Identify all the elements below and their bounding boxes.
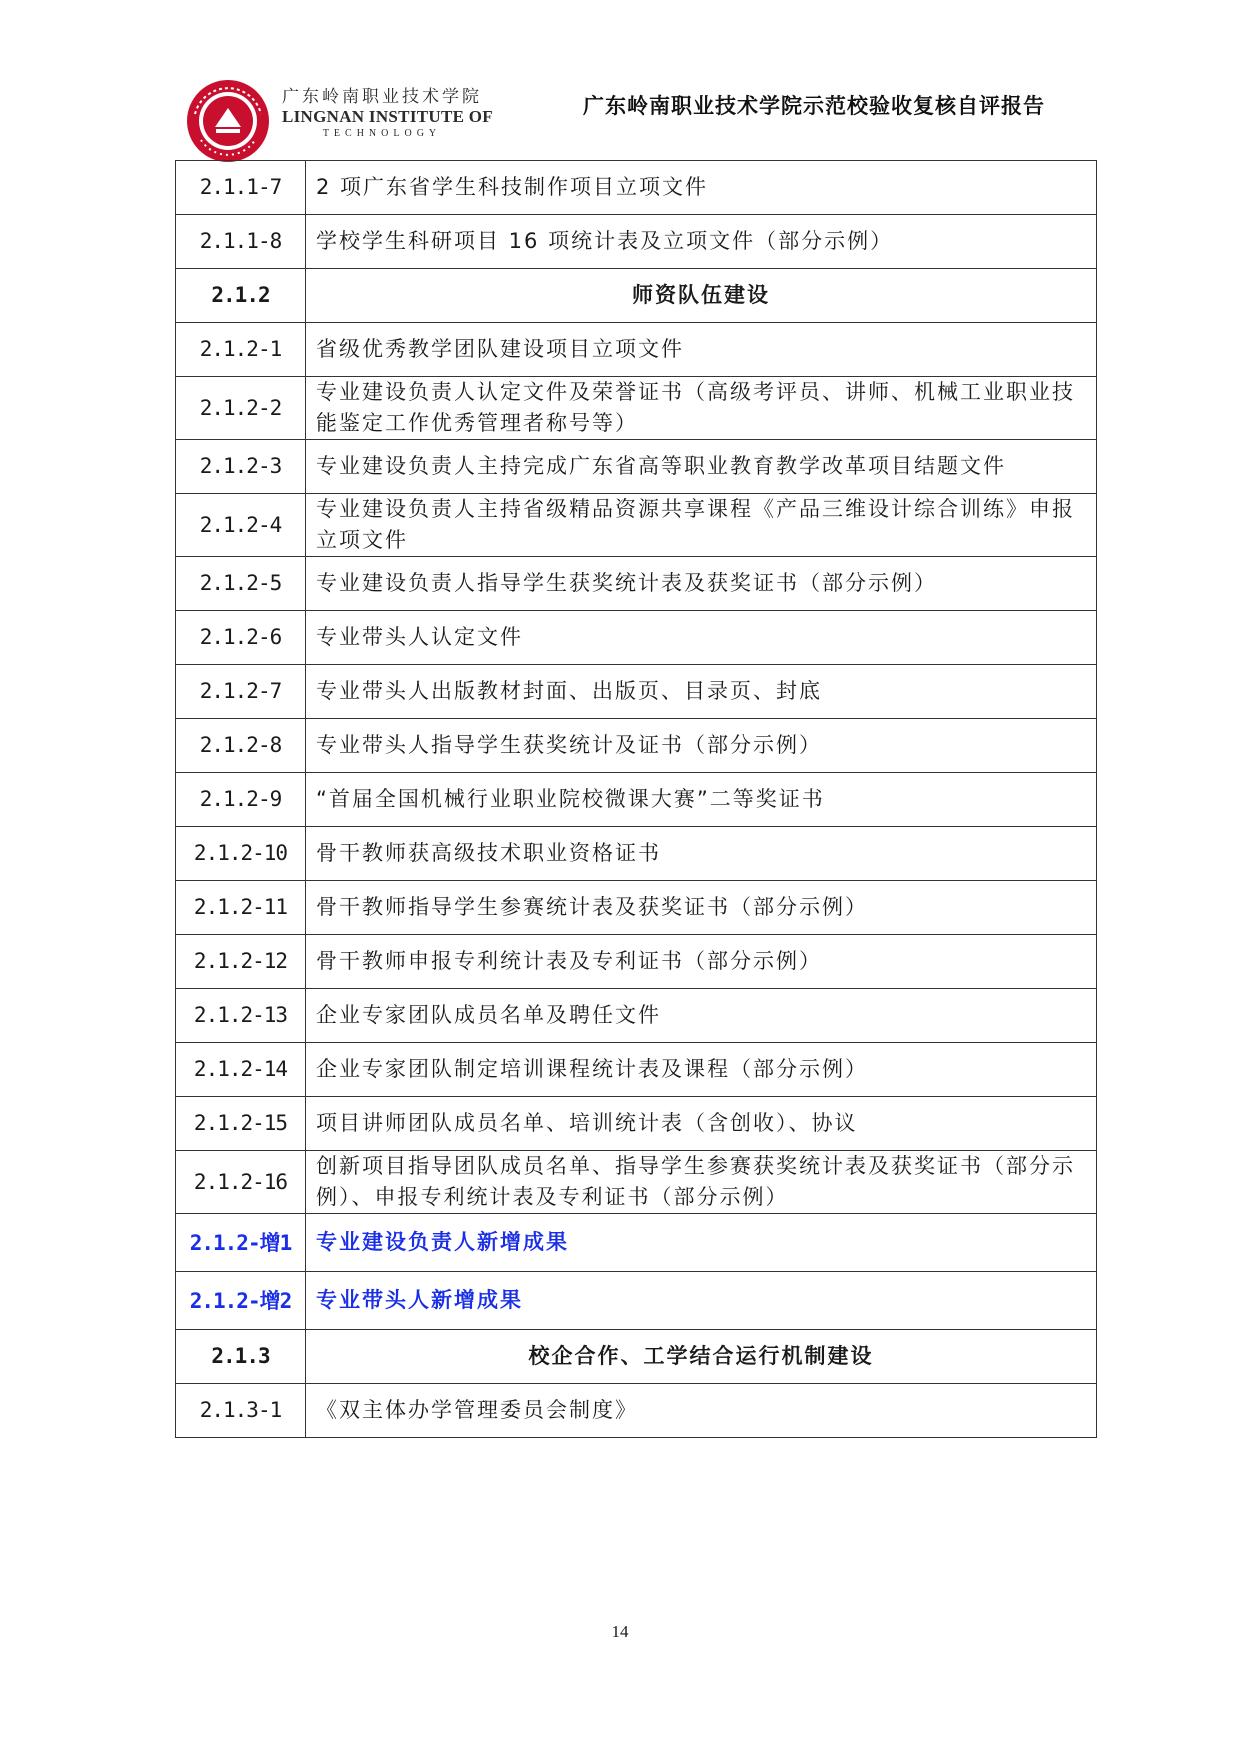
row-description: 专业建设负责人新增成果 bbox=[306, 1214, 1097, 1272]
row-description: 骨干教师获高级技术职业资格证书 bbox=[306, 827, 1097, 881]
row-code: 2.1.2-增1 bbox=[176, 1214, 306, 1272]
row-description: 项目讲师团队成员名单、培训统计表（含创收）、协议 bbox=[306, 1097, 1097, 1151]
row-description: 企业专家团队成员名单及聘任文件 bbox=[306, 989, 1097, 1043]
evidence-table-body bbox=[176, 161, 1097, 1438]
row-code: 2.1.2-4 bbox=[176, 494, 306, 557]
row-description: 专业带头人新增成果 bbox=[306, 1272, 1097, 1330]
table-row bbox=[176, 1151, 1097, 1214]
evidence-table bbox=[175, 160, 1097, 1438]
table-row bbox=[176, 881, 1097, 935]
row-code: 2.1.3-1 bbox=[176, 1384, 306, 1438]
table-row bbox=[176, 989, 1097, 1043]
row-code: 2.1.2-11 bbox=[176, 881, 306, 935]
row-description: 专业建设负责人指导学生获奖统计表及获奖证书（部分示例） bbox=[306, 557, 1097, 611]
row-description: 专业建设负责人主持省级精品资源共享课程《产品三维设计综合训练》申报立项文件 bbox=[306, 494, 1097, 557]
row-code: 2.1.2-2 bbox=[176, 377, 306, 440]
row-description: 企业专家团队制定培训课程统计表及课程（部分示例） bbox=[306, 1043, 1097, 1097]
table-row bbox=[176, 719, 1097, 773]
table-row bbox=[176, 611, 1097, 665]
table-row bbox=[176, 161, 1097, 215]
table-row bbox=[176, 215, 1097, 269]
row-code: 2.1.2-15 bbox=[176, 1097, 306, 1151]
row-description: 专业带头人出版教材封面、出版页、目录页、封底 bbox=[306, 665, 1097, 719]
table-row bbox=[176, 935, 1097, 989]
row-code: 2.1.2-7 bbox=[176, 665, 306, 719]
row-code: 2.1.2-6 bbox=[176, 611, 306, 665]
row-code: 2.1.2-13 bbox=[176, 989, 306, 1043]
added-item-row bbox=[176, 1272, 1097, 1330]
table-row bbox=[176, 323, 1097, 377]
table-row bbox=[176, 773, 1097, 827]
row-code: 2.1.2-5 bbox=[176, 557, 306, 611]
row-code: 2.1.2-1 bbox=[176, 323, 306, 377]
institute-name-en: LINGNAN INSTITUTE OF bbox=[282, 107, 493, 126]
row-description: 师资队伍建设 bbox=[306, 269, 1097, 323]
table-row bbox=[176, 665, 1097, 719]
row-code: 2.1.2-16 bbox=[176, 1151, 306, 1214]
table-row bbox=[176, 557, 1097, 611]
row-code: 2.1.2-9 bbox=[176, 773, 306, 827]
row-code: 2.1.2-14 bbox=[176, 1043, 306, 1097]
table-row bbox=[176, 377, 1097, 440]
row-description: 创新项目指导团队成员名单、指导学生参赛获奖统计表及获奖证书（部分示例）、申报专利统计表及专利证书（部分示例） bbox=[306, 1151, 1097, 1214]
row-description: 学校学生科研项目 16 项统计表及立项文件（部分示例） bbox=[306, 215, 1097, 269]
report-title: 广东岭南职业技术学院示范校验收复核自评报告 bbox=[583, 94, 1045, 118]
institute-name-en-line2: TECHNOLOGY bbox=[322, 128, 442, 139]
section-row bbox=[176, 269, 1097, 323]
row-description: 骨干教师指导学生参赛统计表及获奖证书（部分示例） bbox=[306, 881, 1097, 935]
institute-name-cn: 广东岭南职业技术学院 bbox=[282, 87, 482, 107]
logo-seal-icon bbox=[185, 78, 271, 164]
row-code: 2.1.3 bbox=[176, 1330, 306, 1384]
row-description: 省级优秀教学团队建设项目立项文件 bbox=[306, 323, 1097, 377]
page-header bbox=[185, 72, 1085, 162]
row-code: 2.1.1-7 bbox=[176, 161, 306, 215]
row-description: 专业建设负责人认定文件及荣誉证书（高级考评员、讲师、机械工业职业技能鉴定工作优秀管理者称号等） bbox=[306, 377, 1097, 440]
row-description: “首届全国机械行业职业院校微课大赛”二等奖证书 bbox=[306, 773, 1097, 827]
page-number: 14 bbox=[611, 1622, 629, 1641]
row-description: 校企合作、工学结合运行机制建设 bbox=[306, 1330, 1097, 1384]
table-row bbox=[176, 1043, 1097, 1097]
row-description: 骨干教师申报专利统计表及专利证书（部分示例） bbox=[306, 935, 1097, 989]
row-code: 2.1.2-10 bbox=[176, 827, 306, 881]
row-code: 2.1.2 bbox=[176, 269, 306, 323]
institute-name-block bbox=[282, 82, 493, 139]
row-description: 专业带头人指导学生获奖统计及证书（部分示例） bbox=[306, 719, 1097, 773]
table-row bbox=[176, 1097, 1097, 1151]
table-row bbox=[176, 494, 1097, 557]
section-row bbox=[176, 1330, 1097, 1384]
table-row bbox=[176, 827, 1097, 881]
table-row bbox=[176, 1384, 1097, 1438]
row-description: 专业建设负责人主持完成广东省高等职业教育教学改革项目结题文件 bbox=[306, 440, 1097, 494]
row-code: 2.1.2-增2 bbox=[176, 1272, 306, 1330]
row-description: 2 项广东省学生科技制作项目立项文件 bbox=[306, 161, 1097, 215]
row-code: 2.1.2-8 bbox=[176, 719, 306, 773]
row-description: 《双主体办学管理委员会制度》 bbox=[306, 1384, 1097, 1438]
row-code: 2.1.1-8 bbox=[176, 215, 306, 269]
institute-logo bbox=[185, 78, 271, 164]
added-item-row bbox=[176, 1214, 1097, 1272]
row-code: 2.1.2-3 bbox=[176, 440, 306, 494]
row-description: 专业带头人认定文件 bbox=[306, 611, 1097, 665]
table-row bbox=[176, 440, 1097, 494]
row-code: 2.1.2-12 bbox=[176, 935, 306, 989]
